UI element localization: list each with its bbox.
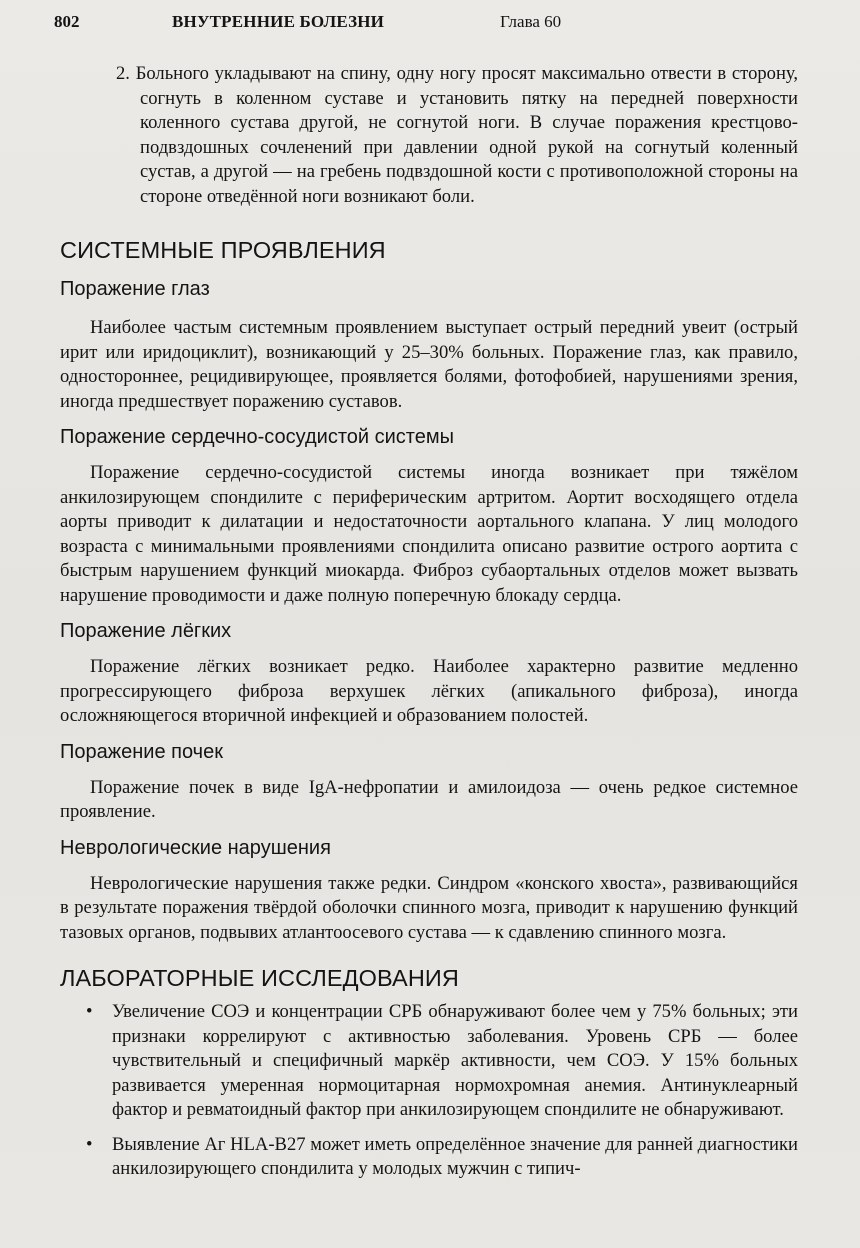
list-item-text: Выявление Аг HLA-B27 может иметь определённое значение для ранней диагностики анкилозирующего спондилита у молодых мужчин с типич-: [112, 1133, 798, 1179]
bullet-marker: •: [86, 1133, 93, 1155]
numbered-item-2: [36, 62, 798, 209]
subsection-title-cardio: Поражение сердечно-сосудистой системы: [60, 426, 454, 448]
paragraph-kidney: Поражение почек в виде IgA-нефропатии и амилоидоза — очень редкое системное проявление.: [60, 776, 798, 822]
item-text: Больного укладывают на спину, одну ногу просят максимально отвести в сторону, согнуть в коленном суставе и установить пятку на передней поверхности коленного сустава другой, не согнутой ноги. В случае поражения крестцово-подвздошных сочленений при давлении одной рукой на согнутый коленный сустав, а другой — на гребень подвздошной кости с противоположной стороны на стороне отведённой ноги возникают боли.: [135, 63, 798, 207]
book-title: ВНУТРЕННИЕ БОЛЕЗНИ: [172, 12, 385, 31]
paragraph-lung: Поражение лёгких возникает редко. Наиболее характерно развитие медленно прогрессирующего фиброза верхушек лёгких (апикального фиброза), иногда осложняющегося вторичной инфекцией и образованием полостей.: [60, 656, 798, 726]
subsection-title-lung: Поражение лёгких: [60, 620, 232, 642]
lab-list: [60, 1000, 798, 1182]
section-title-lab: ЛАБОРАТОРНЫЕ ИССЛЕДОВАНИЯ: [60, 965, 459, 991]
paragraph-eye: Наиболее частым системным проявлением выступает острый передний увеит (острый ирит или иридоциклит), возникающий у 25–30% больных. Поражение глаз, как правило, одностороннее, рецидивирующее, проявляется болями, фотофобией, нарушениями зрения, иногда предшествует поражению суставов.: [60, 317, 798, 412]
page-content: [60, 62, 798, 1182]
item-number: 2.: [116, 63, 130, 84]
bullet-marker: •: [86, 1001, 93, 1022]
page-number: 802: [54, 12, 80, 31]
subsection-title-kidney: Поражение почек: [60, 740, 223, 763]
subsection-title-eye: Поражение глаз: [60, 278, 210, 300]
paragraph-neuro: Неврологические нарушения также редки. Синдром «конского хвоста», развивающийся в результате поражения твёрдой оболочки спинного мозга, приводит к нарушению функций тазовых органов, подвывих атлантоосевого сустава — к сдавлению спинного мозга.: [60, 872, 798, 943]
chapter-label: Глава 60: [500, 12, 562, 31]
list-item: [60, 1000, 798, 1123]
subsection-title-neuro: Неврологические нарушения: [60, 836, 331, 859]
running-head: [54, 12, 824, 40]
section-title-systemic: СИСТЕМНЫЕ ПРОЯВЛЕНИЯ: [60, 237, 386, 263]
list-item: [60, 1133, 798, 1182]
list-item-text: Увеличение СОЭ и концентрации СРБ обнаруживают более чем у 75% больных; эти признаки коррелируют с активностью заболевания. Уровень СРБ — более чувствительный и специфичный маркёр активности, чем СОЭ. У 15% больных развивается умеренная нормоцитарная нормохромная анемия. Антинуклеарный фактор и ревматоидный фактор при анкилозирующем спондилите не обнаруживают.: [112, 1001, 798, 1120]
paragraph-cardio: Поражение сердечно-сосудистой системы иногда возникает при тяжёлом анкилозирующем спондилите с периферическим артритом. Аортит восходящего отдела аорты приводит к дилатации и недостаточности аортального клапана. У лиц молодого возраста с минимальными проявлениями спондилита описано развитие острого аортита с быстрым нарушением функций миокарда. Фиброз субаортальных отделов может вызвать нарушение проводимости и даже полную поперечную блокаду сердца.: [60, 462, 798, 606]
